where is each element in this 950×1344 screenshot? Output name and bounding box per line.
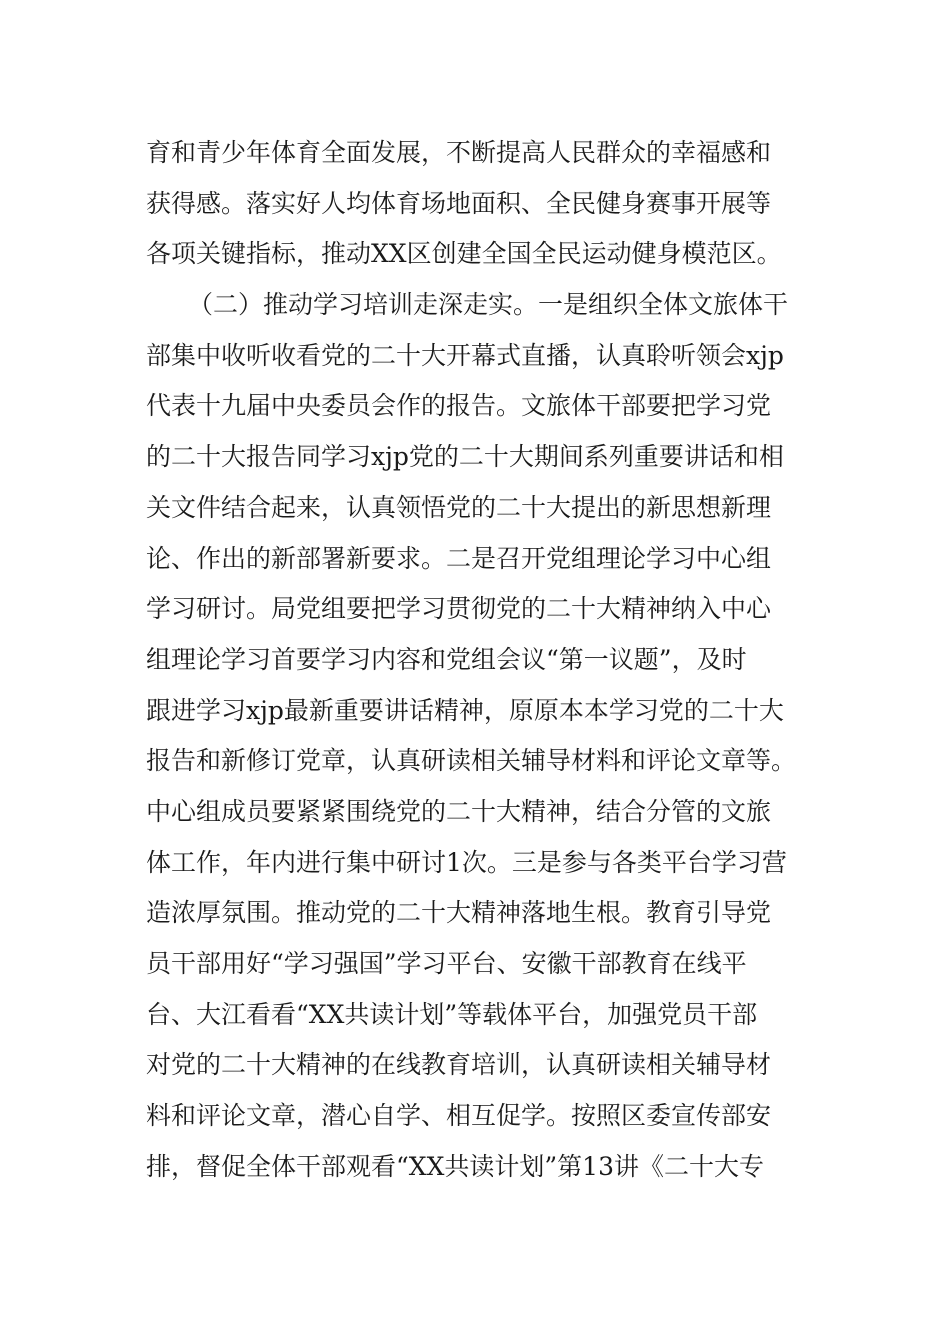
text-line: 料和评论文章，潜心自学、相互促学。按照区委宣传部安 <box>146 1101 772 1131</box>
text-line: 排，督促全体干部观看“XX共读计划”第13讲《二十大专 <box>146 1151 764 1181</box>
document-body <box>146 128 806 1192</box>
text-line: 各项关键指标，推动XX区创建全国全民运动健身模范区。 <box>146 239 782 269</box>
text-line: 体工作，年内进行集中研讨1次。三是参与各类平台学习营 <box>146 847 787 877</box>
text-line: 报告和新修订党章，认真研读相关辅导材料和评论文章等。 <box>146 746 797 776</box>
text-line: 学习研讨。局党组要把学习贯彻党的二十大精神纳入中心 <box>146 594 772 624</box>
text-line: 育和青少年体育全面发展，不断提高人民群众的幸福感和 <box>146 138 772 167</box>
text-line: 的二十大报告同学习xjp党的二十大期间系列重要讲话和相 <box>146 442 784 472</box>
section-heading-line: （二）推动学习培训走深走实。一是组织全体文旅体干 <box>188 290 789 320</box>
text-line: 员干部用好“学习强国”学习平台、安徽干部教育在线平 <box>146 949 747 978</box>
text-line: 对党的二十大精神的在线教育培训，认真研读相关辅导材 <box>146 1050 772 1080</box>
text-line: 获得感。落实好人均体育场地面积、全民健身赛事开展等 <box>146 188 772 218</box>
text-line: 关文件结合起来，认真领悟党的二十大提出的新思想新理 <box>146 492 772 522</box>
text-line: 台、大江看看“XX共读计划”等载体平台，加强党员干部 <box>146 999 758 1029</box>
text-line: 跟进学习xjp最新重要讲话精神，原原本本学习党的二十大 <box>146 695 784 725</box>
text-line: 组理论学习首要学习内容和党组会议“第一议题”，及时 <box>146 644 747 674</box>
text-line: 中心组成员要紧紧围绕党的二十大精神，结合分管的文旅 <box>146 796 772 826</box>
text-line: 部集中收听收看党的二十大开幕式直播，认真聆听领会xjp <box>146 340 784 370</box>
text-line: 论、作出的新部署新要求。二是召开党组理论学习中心组 <box>146 543 772 573</box>
text-line: 代表十九届中央委员会作的报告。文旅体干部要把学习党 <box>146 391 772 421</box>
text-line: 造浓厚氛围。推动党的二十大精神落地生根。教育引导党 <box>146 898 772 928</box>
